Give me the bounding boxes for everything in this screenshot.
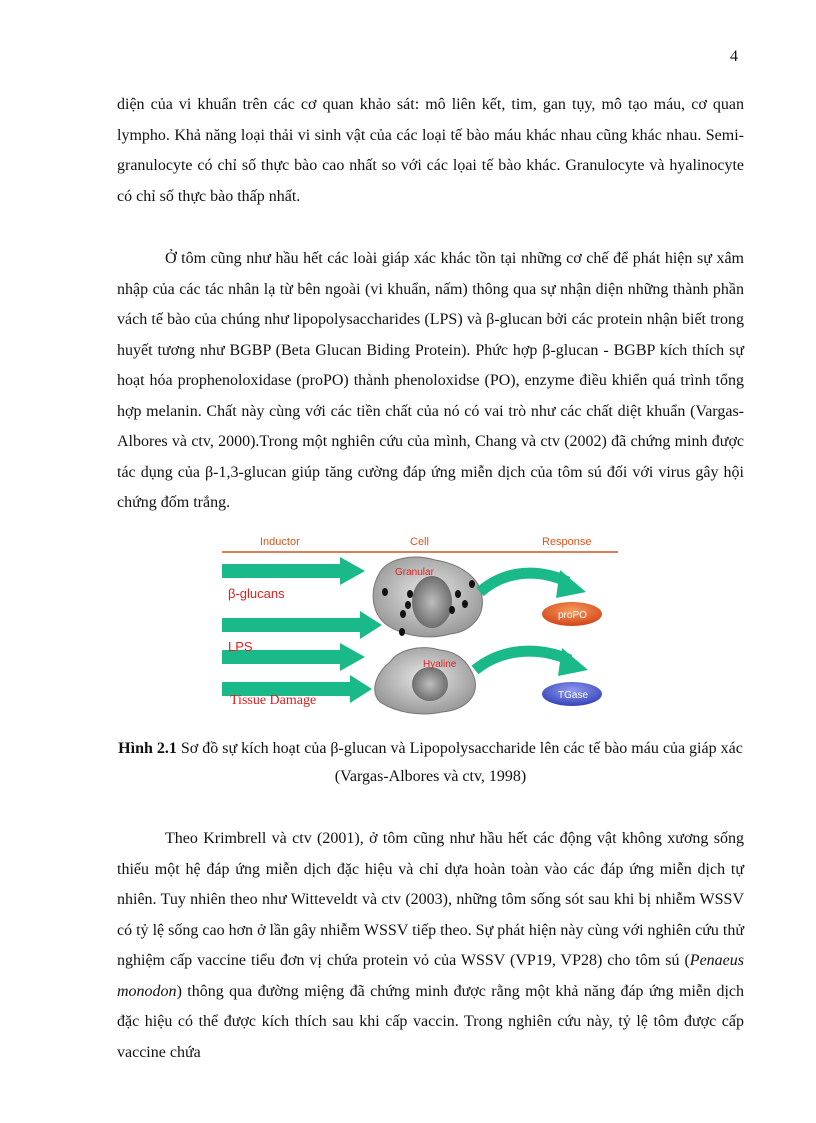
response-arrow-propo [480, 573, 568, 592]
header-cell: Cell [410, 536, 429, 548]
label-tgase: TGase [558, 690, 589, 701]
inductor-arrow-top [222, 557, 365, 585]
figure-caption [117, 735, 744, 791]
paragraph-1: diện của vi khuẩn trên các cơ quan khảo sát: mô liên kết, tim, gan tụy, mô tạo máu, cơ quan lympho. Khả năng loại thải vi sinh vật của các loại tế bào máu khác nhau cũng khác nhau. Semi-granulocyte có chỉ số thực bào cao nhất so với các lọai tế bào khác. Granulocyte và hyalinocyte có chỉ số thực bào thấp nhất. [117, 96, 744, 205]
paragraph-3-part-1: Theo Krimbrell và ctv (2001), ở tôm cũng như hầu hết các động vật không xương sống thiếu một hệ đáp ứng miễn dịch đặc hiệu và chỉ dựa hoàn toàn vào các đáp ứng miễn dịch tự nhiên. Tuy nhiên theo như Witteveldt và ctv (2003), những tôm sống sót sau khi bị nhiễm WSSV có tỷ lệ sống cao hơn ở lần gây nhiễm WSSV tiếp theo. Sự phát hiện này cùng với nghiên cứu thử nghiệm cấp vaccine tiểu đơn vị chứa protein vỏ của WSSV (VP19, VP28) cho tôm sú ( [117, 830, 744, 969]
response-arrowhead-tgase [558, 648, 588, 676]
figure-caption-text: Sơ đồ sự kích hoạt của β-glucan và Lipopolysaccharide lên các tế bào máu của giáp xác (Vargas-Albores và ctv, 1998) [176, 740, 743, 785]
paragraph-2: Ở tôm cũng như hầu hết các loài giáp xác khác tồn tại những cơ chế để phát hiện sự xâm nhập của các tác nhân lạ từ bên ngoài (vi khuẩn, nấm) thông qua sự nhận diện những thành phần vách tế bào của chúng như lipopolysaccharides (LPS) và β-glucan bởi các protein nhận biết trong huyết tương như BGBP (Beta Glucan Biding Protein). Phức hợp β-glucan - BGBP kích thích sự hoạt hóa prophenoloxidase (proPO) thành phenoloxidse (PO), enzyme điều khiển quá trình tổng hợp melanin. Chất này cùng với các tiền chất của nó có vai trò như các chất diệt khuẩn (Vargas-Albores và ctv, 2000).Trong một nghiên cứu của mình, Chang và ctv (2002) đã chứng minh được tác dụng của β-1,3-glucan giúp tăng cường đáp ứng miễn dịch của tôm sú đối với virus gây hội chứng đốm trắng. [117, 250, 744, 511]
species-name: Penaeus monodon [117, 952, 744, 1000]
paragraph-3-part-2: ) thông qua đường miệng đã chứng minh được rằng một khả năng đáp ứng miễn dịch đặc hiệu có thể được kích thích sau khi cấp vaccin. Trong nghiên cứu này, tỷ lệ tôm được cấp vaccine chứa [117, 982, 744, 1061]
label-tissue-damage: Tissue Damage [230, 693, 317, 708]
figure-immune-activation-diagram [220, 532, 620, 727]
label-propo: proPO [558, 610, 587, 621]
response-arrowhead-propo [556, 570, 586, 598]
label-hyaline: Hyaline [423, 659, 457, 670]
header-inductor: Inductor [260, 536, 300, 548]
paragraph-3 [117, 824, 744, 1068]
page-number: 4 [730, 48, 738, 65]
response-arrow-tgase [475, 651, 570, 670]
header-response: Response [542, 536, 592, 548]
label-lps: LPS [228, 639, 253, 654]
label-beta-glucans: β-glucans [228, 586, 285, 601]
inductor-arrow-mid [222, 611, 382, 639]
hyaline-nucleus [412, 667, 448, 701]
label-granular: Granular [395, 567, 434, 578]
figure-caption-label: Hình 2.1 [118, 740, 177, 757]
granular-nucleus [412, 576, 452, 628]
